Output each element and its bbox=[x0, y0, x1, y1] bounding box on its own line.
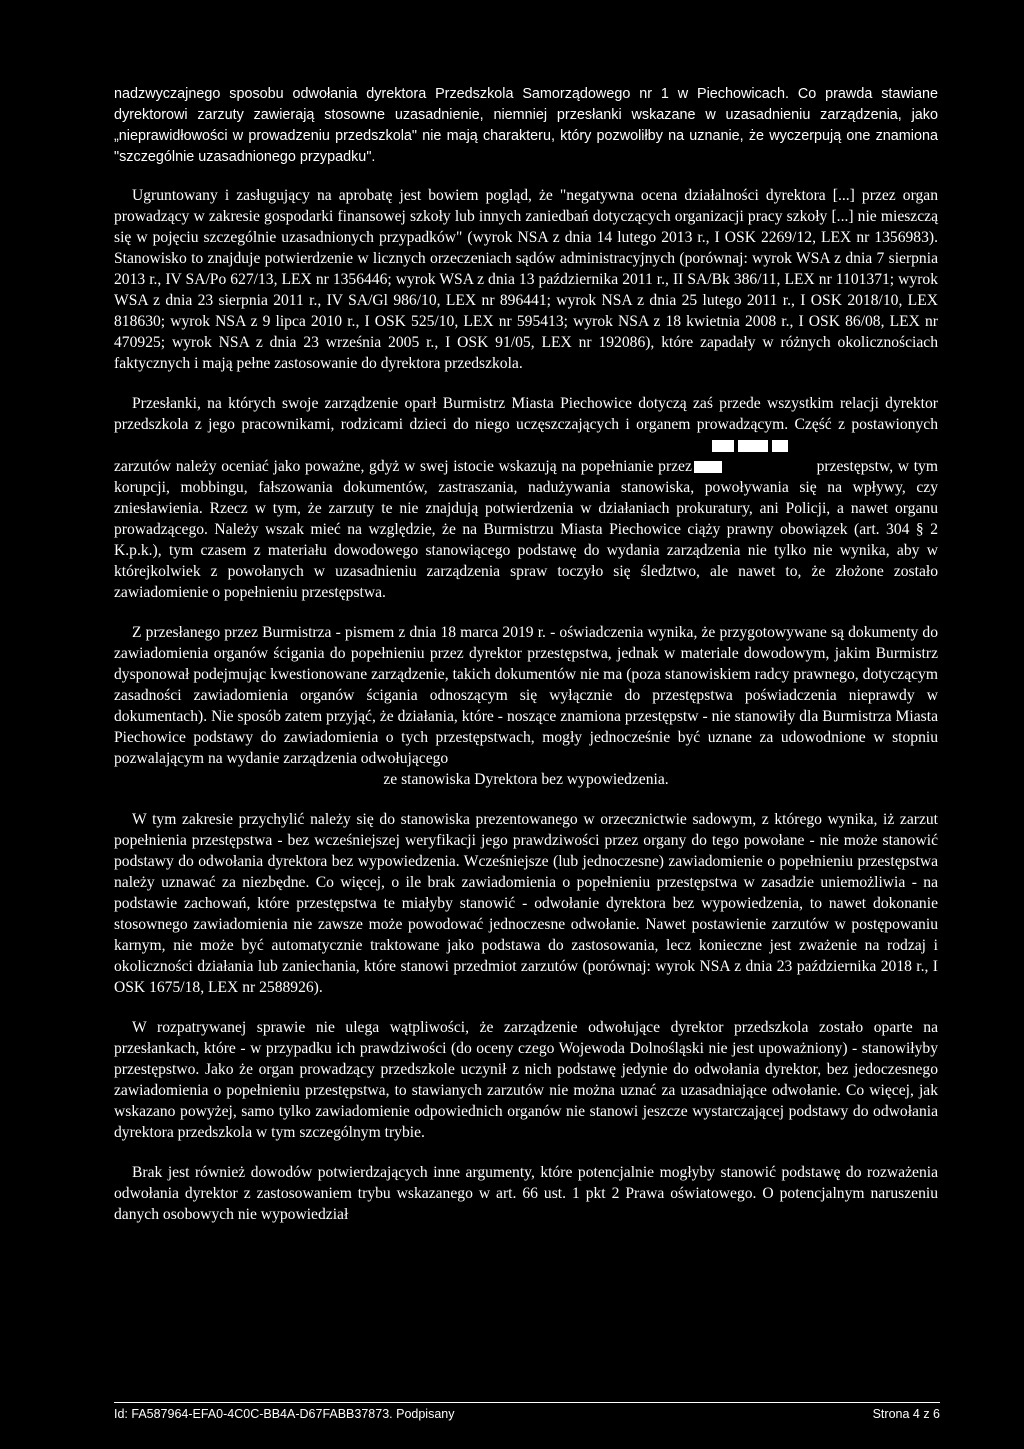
redacted-name bbox=[692, 435, 812, 477]
paragraph-mayor-letter: Z przesłanego przez Burmistrza - pismem z dnia 18 marca 2019 r. - oświadczenia wynika, że przygotowywane są dokumenty do zawiadomienia organów ścigania do popełnieniu przez dyrektor przestępstwa, jednak w materiale dowodowym, jakim Burmistrz dysponował podejmując kwestionowane zarządzenie, takich dokumentów nie ma (poza stanowiskiem radcy prawnego, dotyczącym zasadności zawiadomienia organów ścigania odnoszącym się wyłącznie do przestępstwa poświadczenia nieprawdy w dokumentach). Nie sposób zatem przyjąć, że działania, które - noszące znamiona przestępstw - nie stanowiły dla Burmistrza Miasta Piechowice podstawy do zawiadomienia o tych przestępstwach, mogły jednocześnie być uznane za udowodnione w stopniu pozwalającym na wydanie zarządzenia odwołującego bbox=[114, 624, 938, 767]
document-id: Id: FA587964-EFA0-4C0C-BB4A-D67FABB37873. Podpisany bbox=[114, 1407, 455, 1421]
paragraph-assessment: W rozpatrywanej sprawie nie ulega wątpliwości, że zarządzenie odwołujące dyrektor przedszkola zostało oparte na przesłankach, które - w przypadku ich prawdziwości (do oceny czego Wojewoda Dolnośląski nie jest upoważniony) - stanowiłyby przestępstwo. Jako że organ prowadzący przedszkole uczynił z nich podstawę jedynie do odwołania dyrektor, bez jedoczesnego zawiadomienia o popełnieniu przestępstwa, to stawianych zarzutów nie można uznać za uzasadniające odwołanie. Co więcej, jak wskazano powyżej, samo tylko zawiadomienie odpowiednich organów nie stanowi jeszcze wystarczającej podstawy do odwołania dyrektora przedszkola w tym szczególnym trybie. bbox=[114, 1019, 938, 1141]
footer-divider bbox=[114, 1402, 940, 1403]
page-number: Strona 4 z 6 bbox=[872, 1407, 940, 1421]
paragraph-mayor-letter-end: ze stanowiska Dyrektora bez wypowiedzenia. bbox=[383, 771, 669, 788]
page-footer bbox=[114, 1407, 940, 1421]
paragraph-continuation: nadzwyczajnego sposobu odwołania dyrektora Przedszkola Samorządowego nr 1 w Piechowicach. Co prawda stawiane dyrektorowi zarzuty zawierają stosowne uzasadnienie, niemniej przesłanki wskazane w uzasadnieniu zarządzenia, jako „nieprawidłowości w prowadzeniu przedszkola" nie mają charakteru, który pozwoliłby na uznanie, że wyczerpują one znamiona "szczególnie uzasadnionego przypadku". bbox=[114, 86, 938, 165]
paragraph-other-evidence: Brak jest również dowodów potwierdzających inne argumenty, które potencjalnie mogłyby stanowić podstawę do rozważenia odwołania dyrektor z zastosowaniem trybu wskazanego w art. 66 ust. 1 pkt 2 Prawa oświatowego. O potencjalnym naruszeniu danych osobowych nie wypowiedział bbox=[114, 1164, 938, 1223]
paragraph-premises-part2: przestępstw, w tym korupcji, mobbingu, fałszowania dokumentów, zastraszania, nadużywania stanowiska, powoływania się na wpływy, czy zniesławienia. Rzecz w tym, że zarzuty te nie znajdują potwierdzenia w działaniach prokuratury, ani Policji, a nawet organu prowadzącego. Należy wszak mieć na względzie, że na Burmistrzu Miasta Piechowice ciąży prawny obowiązek (art. 304 § 2 K.p.k.), tym czasem z materiału dowodowego stanowiącego podstawę do wydania zarządzenia nie tylko nie wynika, aby w którejkolwiek z powołanych w uzasadnieniu zarządzenia spraw toczyło się śledztwo, ale nawet to, że złożone zostało zawiadomienie o popełnieniu przestępstwa. bbox=[114, 458, 938, 601]
paragraph-premises-part1: Przesłanki, na których swoje zarządzenie oparł Burmistrz Miasta Piechowice dotyczą zaś przede wszystkim relacji dyrektor przedszkola z jego pracownikami, rodzicami dzieci do niego uczęszczających i organem prowadzącym. Część z postawionych zarzutów należy oceniać jako poważne, gdyż w swej istocie wskazują na popełnianie przez bbox=[114, 395, 938, 475]
paragraph-jurisprudence: W tym zakresie przychylić należy się do stanowiska prezentowanego w orzecznictwie sadowym, z którego wynika, iż zarzut popełnienia przestępstwa - bez wcześniejszej weryfikacji jego prawdziwości przez organy do tego powołane - nie może stanowić podstawy do odwołania dyrektora bez wypowiedzenia. Wcześniejsze (lub jednoczesne) zawiadomienie o popełnieniu przestępstwa należy uznawać za niezbędne. Co więcej, o ile brak zawiadomienia o popełnieniu przestępstwa w zasadzie uniemożliwia - na podstawie zachowań, które przestępstwa te miałyby stanowić - odwołanie dyrektora bez wypowiedzenia, to nawet dokonanie stosownego zawiadomienia nie zawsze może powodować jednoczesne odwołanie. Nawet postawienie zarzutów w postępowaniu karnym, nie może być automatycznie traktowane jako podstawa do zastosowania, lecz konieczne jest zważenie na rodzaj i okoliczności działania lub zaniechania, które stanowi przedmiot zarzutów (porównaj: wyrok NSA z dnia 23 października 2018 r., I OSK 1675/18, LEX nr 2588926). bbox=[114, 811, 938, 996]
paragraph-premises bbox=[114, 393, 938, 603]
paragraph-case-law: Ugruntowany i zasługujący na aprobatę jest bowiem pogląd, że "negatywna ocena działalności dyrektora [...] przez organ prowadzący w zakresie gospodarki finansowej szkoły lub innych zaniedbań dotyczących organizacji pracy szkoły [...] nie mieszczą się w pojęciu szczególnie uzasadnionych przypadków" (wyrok NSA z dnia 14 lutego 2013 r., I OSK 2269/12, LEX nr 1356983). Stanowisko to znajduje potwierdzenie w licznych orzeczeniach sądów administracyjnych (porównaj: wyrok WSA z dnia 7 sierpnia 2013 r., IV SA/Po 627/13, LEX nr 1356446; wyrok WSA z dnia 13 października 2011 r., II SA/Bk 386/11, LEX nr 1101371; wyrok WSA z dnia 23 sierpnia 2011 r., IV SA/Gl 986/10, LEX nr 896441; wyrok NSA z dnia 25 lutego 2011 r., I OSK 2018/10, LEX 818630; wyrok NSA z 9 lipca 2010 r., I OSK 525/10, LEX nr 595413; wyrok NSA z 18 kwietnia 2008 r., I OSK 86/08, LEX nr 470925; wyrok NSA z dnia 23 września 2005 r., I OSK 91/05, LEX nr 192086), które zapadały w różnych okolicznościach faktycznych i mają pełne zastosowanie do dyrektora przedszkola. bbox=[114, 187, 938, 372]
document-body bbox=[114, 84, 938, 1244]
